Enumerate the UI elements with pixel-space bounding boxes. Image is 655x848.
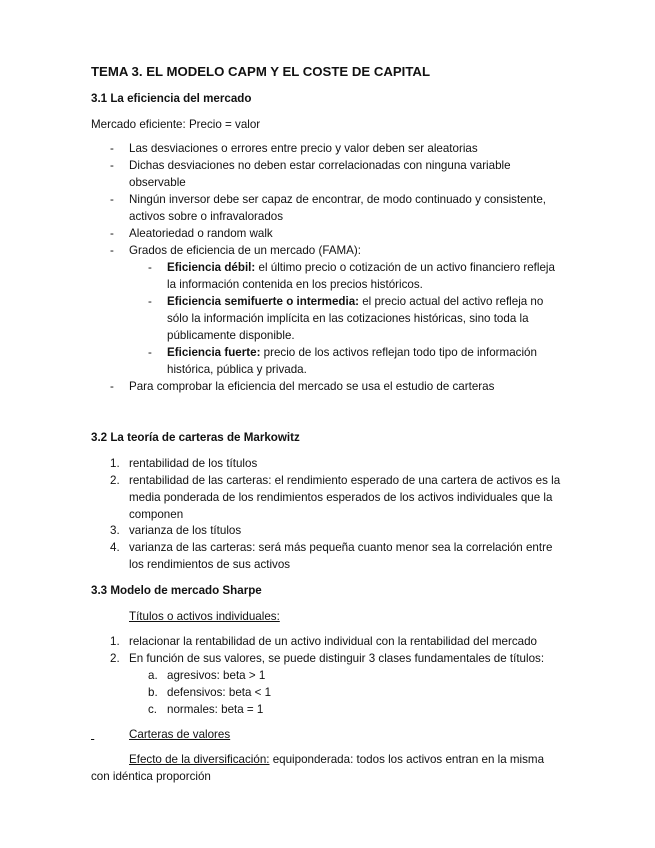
diversification-line — [129, 752, 544, 769]
diversification-label: Efecto de la diversificación: — [129, 753, 270, 766]
fama-item-weak — [167, 260, 567, 294]
bullet-dash: - — [110, 380, 114, 393]
bullet-dash: - — [110, 193, 114, 206]
fama-term: Eficiencia débil: — [167, 261, 256, 274]
fama-term: Eficiencia fuerte: — [167, 346, 261, 359]
list-number: 2. — [110, 474, 120, 487]
bullet-dash: - — [148, 261, 152, 274]
list-number: 3. — [110, 524, 120, 537]
list-item: Ningún inversor debe ser capaz de encontrar, de modo continuado y consistente, activos sobre o infravalorados — [129, 193, 546, 223]
list-item: rentabilidad de las carteras: el rendimiento esperado de una cartera de activos es la media ponderada de los rendimientos esperados de los activos individuales que la componen — [129, 474, 561, 521]
list-item: agresivos: beta > 1 — [167, 669, 266, 682]
list-item: relacionar la rentabilidad de un activo individual con la rentabilidad del mercado — [129, 635, 537, 648]
fama-text: el último precio o cotización de un activo financiero refleja la información contenida en los precios históricos. — [167, 261, 555, 291]
fama-term: Eficiencia semifuerte o intermedia: — [167, 295, 360, 308]
subheading-portfolios-label: Carteras de valores — [129, 728, 231, 741]
list-item: En función de sus valores, se puede distinguir 3 clases fundamentales de títulos: — [129, 652, 545, 665]
page-title: TEMA 3. EL MODELO CAPM Y EL COSTE DE CAPITAL — [91, 64, 431, 79]
list-item: Dichas desviaciones no deben estar correlacionadas con ninguna variable observable — [129, 159, 511, 189]
fama-item-strong — [167, 345, 552, 379]
fama-text: el precio actual del activo refleja no sólo la información implícita en las cotizaciones históricas, sino toda la públicamente disponible. — [167, 295, 544, 342]
bullet-dash: - — [148, 295, 152, 308]
bullet-dash: - — [110, 244, 114, 257]
list-letter: a. — [148, 669, 158, 682]
fama-item-semistrong — [167, 294, 552, 344]
list-item: Las desviaciones o errores entre precio y valor deben ser aleatorias — [129, 142, 478, 155]
list-number: 1. — [110, 635, 120, 648]
fama-text: precio de los activos reflejan todo tipo de información histórica, pública y privada. — [167, 346, 537, 376]
bullet-dash: - — [110, 227, 114, 240]
list-letter: b. — [148, 686, 158, 699]
list-number: 4. — [110, 541, 120, 554]
subheading-portfolios — [91, 727, 230, 744]
section-heading-3-3: 3.3 Modelo de mercado Sharpe — [91, 584, 262, 597]
list-item: rentabilidad de los títulos — [129, 457, 258, 470]
list-letter: c. — [148, 703, 158, 716]
underline-gap — [91, 727, 129, 744]
list-item: Para comprobar la eficiencia del mercado se usa el estudio de carteras — [129, 380, 495, 393]
list-item: varianza de los títulos — [129, 524, 242, 537]
section-heading-3-1: 3.1 La eficiencia del mercado — [91, 92, 252, 105]
list-item: normales: beta = 1 — [167, 703, 264, 716]
list-item: varianza de las carteras: será más pequeña cuanto menor sea la correlación entre los rendimientos de sus activos — [129, 541, 553, 571]
list-item: defensivos: beta < 1 — [167, 686, 272, 699]
market-efficiency-intro: Mercado eficiente: Precio = valor — [91, 118, 261, 131]
list-item: Aleatoriedad o random walk — [129, 227, 273, 240]
bullet-dash: - — [148, 346, 152, 359]
subheading-individual-assets: Títulos o activos individuales: — [129, 610, 280, 623]
diversification-continuation: con idéntica proporción — [91, 770, 211, 783]
bullet-dash: - — [110, 159, 114, 172]
bullet-dash: - — [110, 142, 114, 155]
diversification-text: equiponderada: todos los activos entran en la misma — [269, 753, 545, 766]
list-item: Grados de eficiencia de un mercado (FAMA): — [129, 244, 361, 257]
section-heading-3-2: 3.2 La teoría de carteras de Markowitz — [91, 431, 300, 444]
list-number: 2. — [110, 652, 120, 665]
list-number: 1. — [110, 457, 120, 470]
